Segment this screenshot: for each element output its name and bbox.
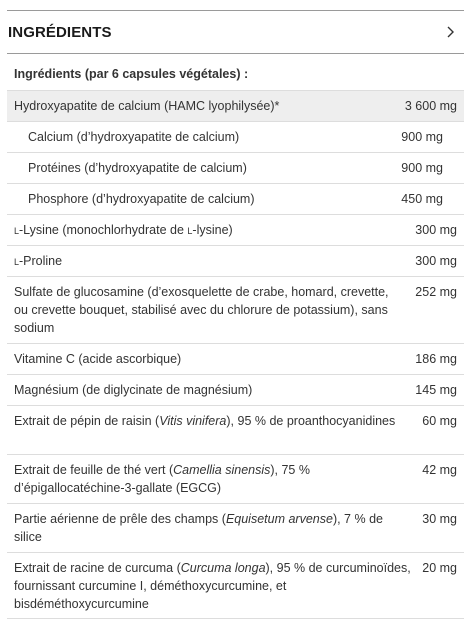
- ingredient-amount: 450 mg: [401, 192, 443, 206]
- ingredient-name: Vitamine C (acide ascorbique): [14, 352, 182, 366]
- section-title: INGRÉDIENTS: [8, 23, 112, 41]
- ingredient-name: Hydroxyapatite de calcium (HAMC lyophilysée)*: [14, 99, 280, 113]
- ingredient-amount: 900 mg: [401, 130, 443, 144]
- table-row: [7, 184, 464, 215]
- table-row: [7, 553, 464, 619]
- table-row: [7, 153, 464, 184]
- table-row: [7, 215, 464, 246]
- ingredient-amount: 252 mg: [415, 285, 457, 299]
- ingredient-amount: 30 mg: [422, 512, 457, 526]
- ingredient-amount: 186 mg: [415, 352, 457, 366]
- ingredient-name: Extrait de feuille de thé vert (Camellia sinensis), 75 % d’épigallocatéchine-3-gallate (EGCG): [14, 463, 310, 495]
- table-row: [7, 455, 464, 504]
- ingredient-amount: 42 mg: [422, 463, 457, 477]
- ingredient-name: Phosphore (d’hydroxyapatite de calcium): [28, 192, 255, 206]
- ingredient-amount: 145 mg: [415, 383, 457, 397]
- chevron-right-icon[interactable]: [442, 23, 460, 41]
- ingredient-name: l-Lysine (monochlorhydrate de l-lysine): [14, 223, 233, 237]
- ingredient-amount: 3 600 mg: [404, 99, 457, 113]
- table-row: [7, 406, 464, 455]
- table-row: [7, 91, 464, 122]
- table-row: [7, 375, 464, 406]
- table-heading: [7, 58, 464, 91]
- table-row: [7, 344, 464, 375]
- table-row: [7, 246, 464, 277]
- ingredient-amount: 300 mg: [415, 254, 457, 268]
- ingredient-amount: 900 mg: [401, 161, 443, 175]
- table-row: [7, 504, 464, 553]
- ingredient-name: l-Proline: [14, 254, 63, 268]
- ingredients-accordion-header[interactable]: [7, 10, 464, 54]
- ingredient-name: Sulfate de glucosamine (d’exosquelette de crabe, homard, crevette, ou crevette bouquet, stabilisé avec du chlorure de potassium), sans sodium: [14, 285, 389, 335]
- ingredient-amount: 300 mg: [415, 223, 457, 237]
- ingredient-amount: 20 mg: [422, 561, 457, 575]
- ingredient-name: Magnésium (de diglycinate de magnésium): [14, 383, 253, 397]
- ingredients-table: [7, 58, 464, 619]
- ingredient-amount: 60 mg: [422, 414, 457, 428]
- ingredient-name: Calcium (d’hydroxyapatite de calcium): [28, 130, 240, 144]
- table-heading-label: Ingrédients (par 6 capsules végétales) :: [14, 67, 249, 81]
- ingredient-name: Extrait de racine de curcuma (Curcuma longa), 95 % de curcuminoïdes, fournissant curcumine I, déméthoxycurcumine, et bisdéméthoxycurcumine: [14, 561, 411, 611]
- table-row: [7, 122, 464, 153]
- ingredient-name: Protéines (d’hydroxyapatite de calcium): [28, 161, 247, 175]
- table-row: [7, 277, 464, 344]
- ingredient-name: Partie aérienne de prêle des champs (Equisetum arvense), 7 % de silice: [14, 512, 383, 544]
- ingredient-name: Extrait de pépin de raisin (Vitis vinifera), 95 % de proanthocyanidines: [14, 414, 396, 428]
